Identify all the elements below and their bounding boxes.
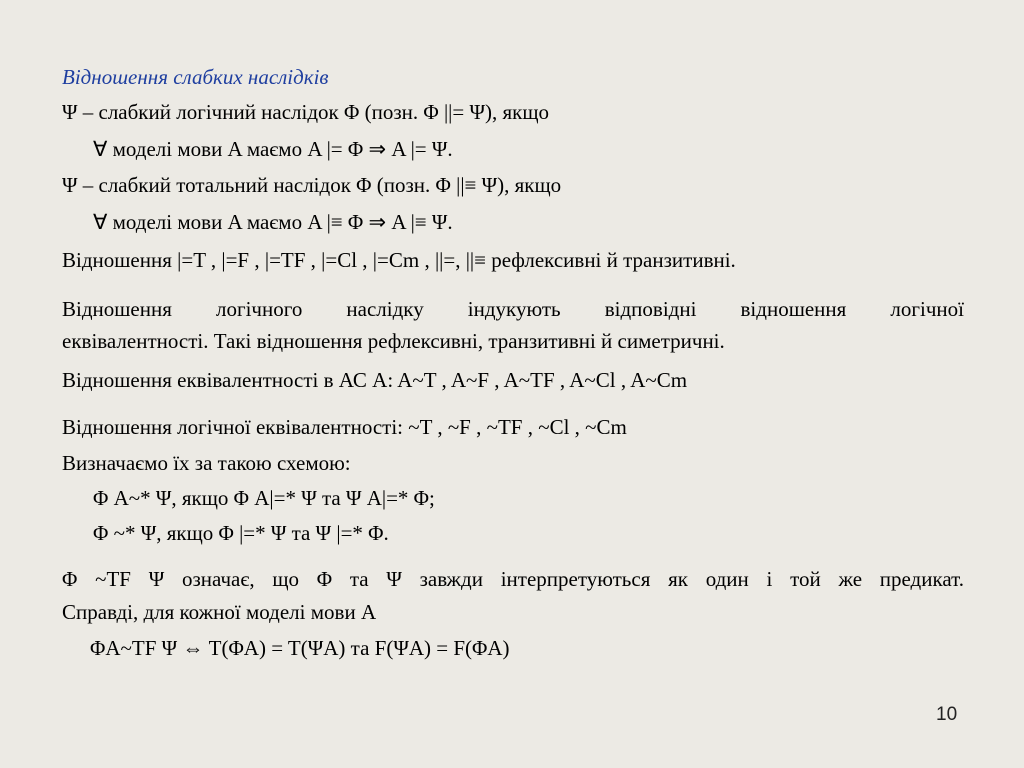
equivalence-in-as: Відношення еквівалентності в АС A: A~T , A~F , A~TF , A~Cl , A~Cm	[62, 368, 688, 392]
page-number: 10	[936, 704, 958, 725]
scheme-logical-equivalence: Φ ~* Ψ, якщо Φ |=* Ψ та Ψ |=* Φ.	[93, 521, 389, 545]
definition-weak-total: Ψ – слабкий тотальний наслідок Φ (позн. Φ ||≡ Ψ), якщо	[62, 173, 562, 197]
paragraph-tf-line-1: Φ ~TF Ψ означає, що Φ та Ψ завжди інтерпретуються як один і той же предикат.	[62, 567, 964, 591]
scheme-intro: Визначаємо їх за такою схемою:	[62, 451, 351, 475]
condition-weak-total: ∀ моделі мови A маємо A |≡ Φ ⇒ A |≡ Ψ.	[93, 210, 453, 234]
paragraph-tf-line-2: Справді, для кожної моделі мови A	[62, 600, 377, 624]
paragraph-induced-line-1: Відношення логічного наслідку індукують відповідні відношення логічної	[62, 297, 964, 321]
reflexive-transitive-statement: Відношення |=T , |=F , |=TF , |=Cl , |=Cm , ||=, ||≡ рефлексивні й транзитивні.	[62, 248, 736, 272]
tf-equivalence-formula: ΦA~TF Ψ ⇔ T(ΦA) = T(ΨA) та F(ΨA) = F(ΦA)	[90, 636, 510, 660]
logical-equivalence-list: Відношення логічної еквівалентності: ~T , ~F , ~TF , ~Cl , ~Cm	[62, 415, 627, 439]
slide-heading: Відношення слабких наслідків	[62, 65, 329, 89]
paragraph-induced-line-2: еквівалентності. Такі відношення рефлексивні, транзитивні й симетричні.	[62, 329, 725, 353]
definition-weak-logical: Ψ – слабкий логічний наслідок Φ (позн. Φ ||= Ψ), якщо	[62, 100, 549, 124]
condition-weak-logical: ∀ моделі мови A маємо A |= Φ ⇒ A |= Ψ.	[93, 137, 453, 161]
scheme-model-equivalence: Φ A~* Ψ, якщо Φ A|=* Ψ та Ψ A|=* Φ;	[93, 486, 435, 510]
